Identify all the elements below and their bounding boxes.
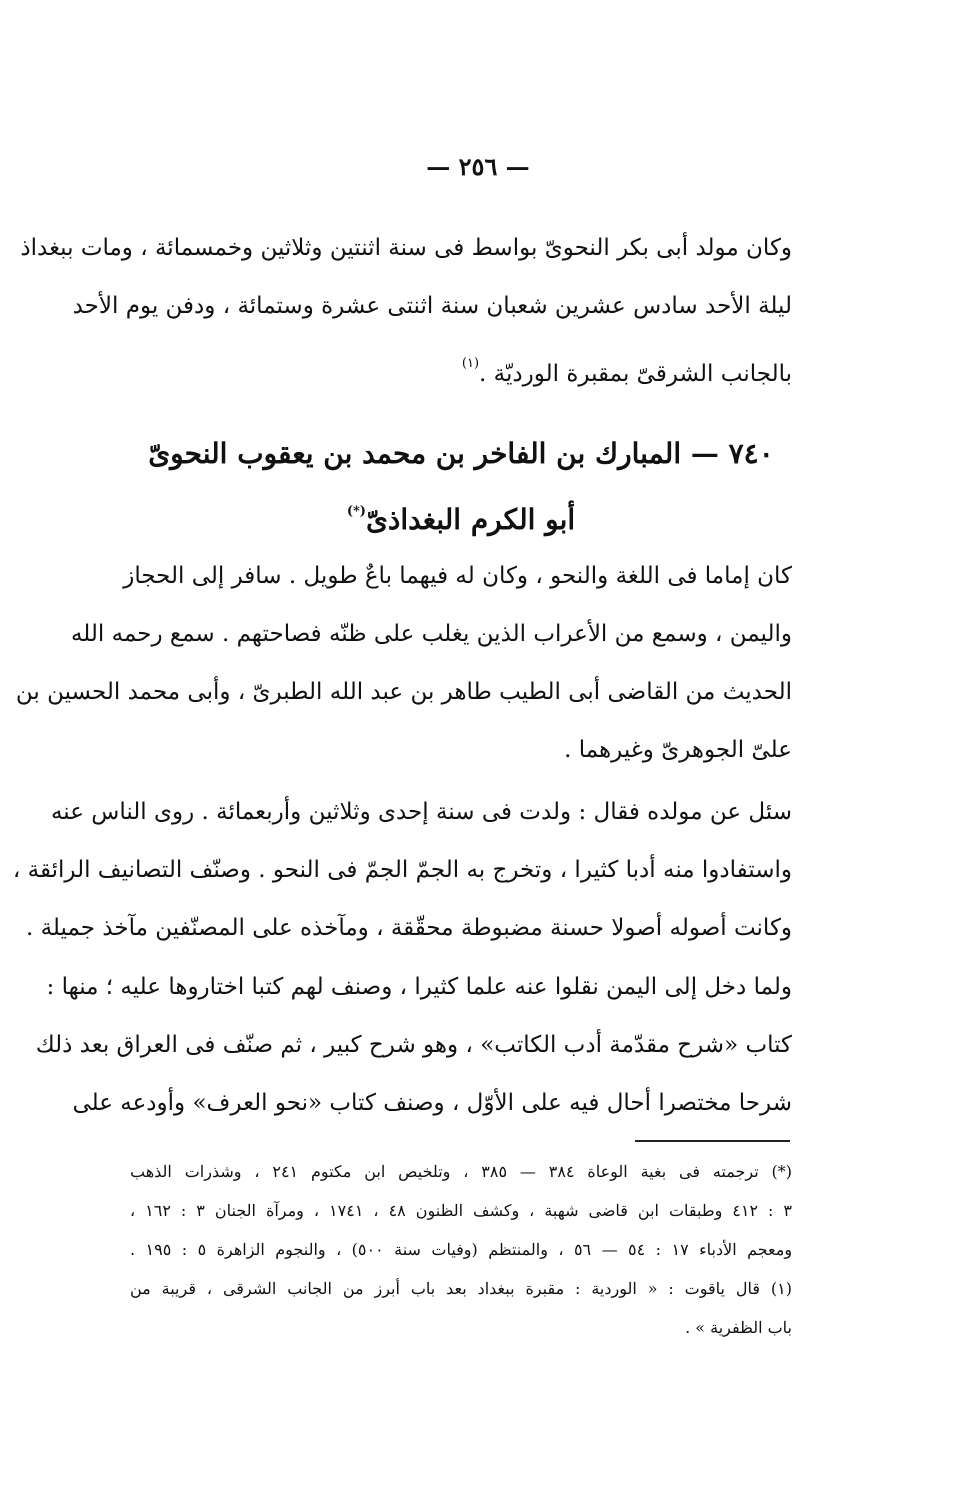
- text-line: علىّ الجوهرىّ وغيرهما .: [564, 737, 792, 763]
- footnote-line: باب الظفرية » .: [685, 1318, 792, 1337]
- text-line-with-footnote: [130, 335, 792, 403]
- footnote-line: (*) ترجمته فى بغية الوعاة ٣٨٤ — ٣٨٥ ، وتلخيص ابن مكتوم ٢٤١ ، وشذرات الذهب: [130, 1162, 793, 1181]
- text-line: ليلة الأحد سادس عشرين شعبان سنة اثنتى عشرة وستمائة ، ودفن يوم الأحد: [72, 293, 792, 319]
- footnote-line: (١) قال ياقوت : « الوردية : مقبرة ببغداد بعد باب أبرز من الجانب الشرقى ، قريبة من: [130, 1279, 793, 1298]
- paragraph-continuation: [20, 219, 792, 403]
- page-number: — ٢٥٦ —: [426, 152, 530, 181]
- text-line: وكانت أصوله أصولا حسنة مضبوطة محقّقة ، ومآخذه على المصنّفين مآخذ جميلة .: [25, 915, 792, 941]
- text-line: كتاب «شرح مقدّمة أدب الكاتب» ، وهو شرح كبير ، ثم صنّف فى العراق بعد ذلك: [35, 1032, 792, 1058]
- footnote-marker: (*): [346, 504, 366, 519]
- entry-heading-kunya: [130, 483, 792, 549]
- text-line: بالجانب الشرقىّ بمقبرة الورديّة .: [479, 361, 792, 387]
- text-line: ولما دخل إلى اليمن نقلوا عنه علما كثيرا ، وصنف لهم كتبا اختاروها عليه ؛ منها :: [46, 974, 792, 1000]
- paragraph-biography: [15, 547, 792, 779]
- footnote-marker: (١): [461, 356, 480, 371]
- text-line: سئل عن مولده فقال : ولدت فى سنة إحدى وثلاثين وأربعمائة . روى الناس عنه: [50, 799, 792, 825]
- footnotes: [130, 1152, 792, 1347]
- footnote-line: ومعجم الأدباء ١٧ : ٥٤ — ٥٦ ، والمنتظم (وفيات سنة ٥٠٠) ، والنجوم الزاهرة ٥ : ١٩٥ .: [130, 1240, 793, 1259]
- footnote-line: ٣ : ٤١٢ وطبقات ابن قاضى شهبة ، وكشف الظنون ٤٨ ، ١٧٤١ ، ومرآة الجنان ٣ : ١٦٢ ،: [130, 1201, 793, 1220]
- entry-heading-name: ٧٤٠ — المبارك بن الفاخر بن محمد بن يعقوب النحوىّ: [148, 437, 774, 470]
- paragraph-works: [35, 958, 792, 1132]
- entry-heading-kunya-text: أبو الكرم البغداذىّ: [365, 503, 576, 536]
- text-line: وكان مولد أبى بكر النحوىّ بواسط فى سنة اثنتين وثلاثين وخمسمائة ، ومات ببغداذ: [20, 235, 792, 261]
- text-line: الحديث من القاضى أبى الطيب طاهر بن عبد الله الطبرىّ ، وأبى محمد الحسين بن: [15, 679, 792, 705]
- footnote-separator: [635, 1140, 790, 1142]
- text-line: شرحا مختصرا أحال فيه على الأوّل ، وصنف كتاب «نحو العرف» وأودعه على: [72, 1090, 792, 1116]
- paragraph-birth: [12, 783, 792, 957]
- text-line: واليمن ، وسمع من الأعراب الذين يغلب على ظنّه فصاحتهم . سمع رحمه الله: [70, 621, 792, 647]
- text-line: واستفادوا منه أدبا كثيرا ، وتخرج به الجمّ الجمّ فى النحو . وصنّف التصانيف الرائقة ،: [12, 857, 792, 883]
- text-line: كان إماما فى اللغة والنحو ، وكان له فيهما باعٌ طويل . سافر إلى الحجاز: [123, 563, 792, 589]
